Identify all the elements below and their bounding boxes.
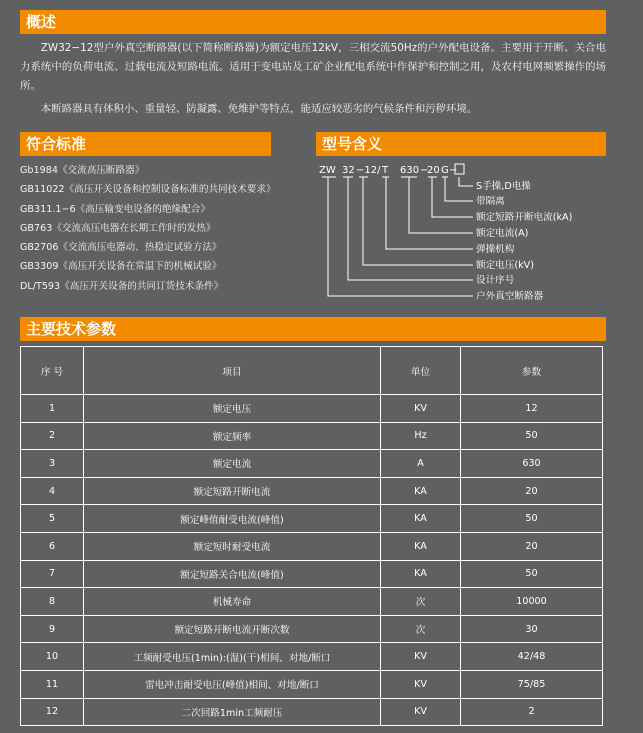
model-label-isolation: 带隔离 xyxy=(476,196,505,207)
cell-item: 额定短路开断电流开断次数 xyxy=(84,615,381,643)
model-code-design: 32 xyxy=(342,165,355,176)
cell-unit: KA xyxy=(381,532,461,560)
standards-heading: 符合标准 xyxy=(20,132,271,156)
cell-unit: KV xyxy=(381,698,461,726)
standard-item: Gb1984《交流高压断路器》 xyxy=(20,165,145,176)
cell-unit: Hz xyxy=(381,422,461,450)
cell-item: 额定短路关合电流(峰值) xyxy=(84,560,381,588)
model-code-spring: T xyxy=(382,165,389,176)
cell-index: 7 xyxy=(21,560,84,588)
cell-item: 额定峰值耐受电流(峰值) xyxy=(84,505,381,533)
cell-value: 42/48 xyxy=(461,643,603,671)
standard-item: GB763《交流高压电器在长期工作时的发热》 xyxy=(20,222,216,234)
model-heading: 型号含义 xyxy=(316,132,606,156)
model-code-breaking: 20 xyxy=(427,165,440,176)
cell-item: 额定电压 xyxy=(84,395,381,423)
header-value: 参数 xyxy=(461,347,603,395)
table-row xyxy=(21,670,603,698)
table-row xyxy=(21,643,603,671)
cell-item: 雷电冲击耐受电压(峰值)相间、对地/断口 xyxy=(84,670,381,698)
params-heading: 主要技术参数 xyxy=(20,317,606,341)
cell-unit: KA xyxy=(381,560,461,588)
cell-index: 11 xyxy=(21,670,84,698)
model-label-breaking-current: 额定短路开断电流(kA) xyxy=(476,212,573,223)
standard-item: GB2706《交流高压电器动、热稳定试验方法》 xyxy=(20,242,222,254)
cell-item: 额定电流 xyxy=(84,450,381,478)
cell-item: 工频耐受电压(1min):(湿)(干)相间、对地/断口 xyxy=(84,643,381,671)
cell-unit: KA xyxy=(381,505,461,533)
overview-paragraph-2: 本断路器具有体积小、重量轻、防凝露、免维护等特点，能适应较恶劣的气候条件和污秽环境。 xyxy=(40,103,478,115)
model-label-design-number: 设计序号 xyxy=(476,275,515,286)
table-row xyxy=(21,698,603,726)
model-label-operation: S手操,D电操 xyxy=(476,181,531,192)
standard-item: GB11022《高压开关设备和控制设备标准的共同技术要求》 xyxy=(20,184,276,196)
table-row xyxy=(21,615,603,643)
cell-item: 额定短路开断电流 xyxy=(84,477,381,505)
params-table xyxy=(20,346,603,726)
table-row xyxy=(21,422,603,450)
cell-index: 4 xyxy=(21,477,84,505)
model-code-dash2: − xyxy=(449,165,458,176)
cell-value: 20 xyxy=(461,477,603,505)
standard-item: GB3309《高压开关设备在常温下的机械试验》 xyxy=(20,261,222,273)
cell-index: 3 xyxy=(21,450,84,478)
cell-index: 1 xyxy=(21,395,84,423)
cell-unit: KV xyxy=(381,670,461,698)
cell-item: 二次回路1min工频耐压 xyxy=(84,698,381,726)
model-designation-diagram xyxy=(316,160,606,310)
cell-item: 额定短时耐受电流 xyxy=(84,532,381,560)
model-label-rated-current: 额定电流(A) xyxy=(476,228,529,239)
table-row xyxy=(21,588,603,616)
overview-heading: 概述 xyxy=(20,10,606,34)
header-item: 项目 xyxy=(84,347,381,395)
cell-item: 额定频率 xyxy=(84,422,381,450)
standards-list xyxy=(20,161,300,296)
cell-value: 50 xyxy=(461,422,603,450)
model-label-spring-mechanism: 弹操机构 xyxy=(476,244,515,255)
cell-unit: KV xyxy=(381,395,461,423)
header-index: 序 号 xyxy=(21,347,84,395)
model-label-rated-voltage: 额定电压(kV) xyxy=(476,260,534,271)
cell-index: 9 xyxy=(21,615,84,643)
model-code-zw: ZW xyxy=(319,165,336,176)
cell-index: 2 xyxy=(21,422,84,450)
cell-index: 10 xyxy=(21,643,84,671)
cell-value: 630 xyxy=(461,450,603,478)
standard-item: GB311.1−6《高压输变电设备的绝缘配合》 xyxy=(20,203,210,215)
model-code-voltage: −12/ xyxy=(356,165,381,176)
cell-unit: KA xyxy=(381,477,461,505)
cell-unit: 次 xyxy=(381,615,461,643)
cell-value: 12 xyxy=(461,395,603,423)
cell-value: 10000 xyxy=(461,588,603,616)
cell-index: 8 xyxy=(21,588,84,616)
cell-unit: A xyxy=(381,450,461,478)
cell-value: 75/85 xyxy=(461,670,603,698)
cell-value: 2 xyxy=(461,698,603,726)
table-row xyxy=(21,532,603,560)
model-label-outdoor-vacuum-breaker: 户外真空断路器 xyxy=(476,291,544,302)
table-row xyxy=(21,505,603,533)
table-row xyxy=(21,560,603,588)
cell-index: 6 xyxy=(21,532,84,560)
model-code-isolation: G xyxy=(441,165,449,176)
cell-index: 12 xyxy=(21,698,84,726)
table-row xyxy=(21,395,603,423)
header-unit: 单位 xyxy=(381,347,461,395)
cell-item: 机械寿命 xyxy=(84,588,381,616)
model-code-dash1: − xyxy=(420,165,429,176)
cell-unit: 次 xyxy=(381,588,461,616)
cell-unit: KV xyxy=(381,643,461,671)
model-code-current: 630 xyxy=(400,165,420,176)
standard-item: DL/T593《高压开关设备的共同订货技术条件》 xyxy=(20,280,224,292)
cell-index: 5 xyxy=(21,505,84,533)
table-row xyxy=(21,450,603,478)
table-header-row xyxy=(21,347,603,395)
cell-value: 50 xyxy=(461,560,603,588)
cell-value: 30 xyxy=(461,615,603,643)
overview-paragraph-1: ZW32−12型户外真空断路器(以下简称断路器)为额定电压12kV，三相交流50Hz的户外配电设备。主要用于开断、关合电力系统中的负荷电流、过载电流及短路电流。适用于变电站及工矿企业配电系统中作保护和控制之用，及农村电网频繁操作的场所。 xyxy=(20,42,606,92)
cell-value: 20 xyxy=(461,532,603,560)
table-row xyxy=(21,477,603,505)
cell-value: 50 xyxy=(461,505,603,533)
